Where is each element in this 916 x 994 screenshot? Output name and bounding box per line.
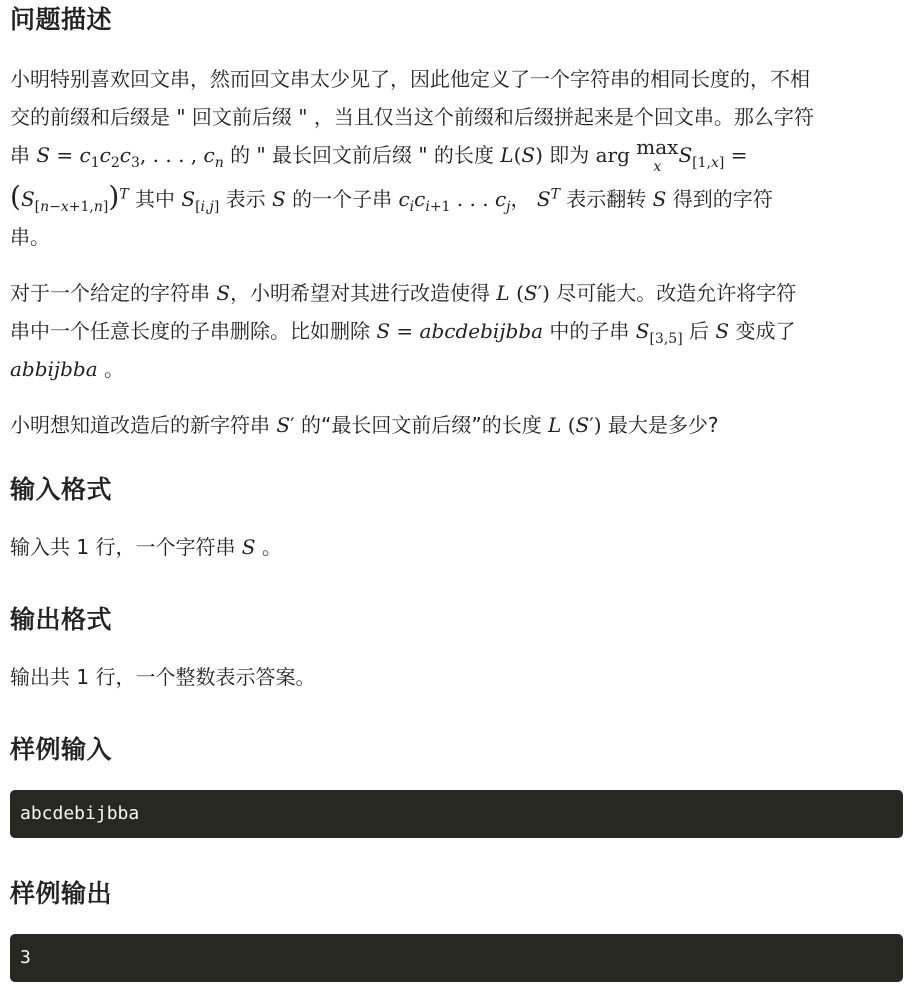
description-paragraph-2: 对于一个给定的字符串 S，小明希望对其进行改造使得 L (S′) 尽可能大。改造允许将字符 串中一个任意长度的子串删除。比如删除 S = abcdebijbba 中的子串 $S_{[3,5]}$ 后 S 变成了 abbijbba 。 [10, 281, 797, 381]
sample-input-code-block[interactable]: abcdebijbba [10, 790, 903, 838]
description-paragraph-1: 小明特别喜欢回文串，然而回文串太少见了，因此他定义了一个字符串的相同长度的，不相 交的前缀和后缀是 " 回文前后缀 " ，当且仅当这个前缀和后缀拼起来是个回文串。那么字符 串 $S = c_1c_2c_3$, . . . , $c_n$ 的 " 最长回文前后缀 " 的长度 L(S) 即为 arg max x $S_{[1,x]}$ = $(S_{[n-x+1,n]})^T$ 其中 $S_{[i,j]}$ 表示 S 的一个子串 $c_ic_{i+1}$ . . . $c_j$， $S^T$ 表示翻转 S 得到的字符 串。 [10, 67, 814, 249]
input-format-text: 输入共 1 行，一个字符串 S 。 [10, 535, 282, 559]
sample-output-code-block[interactable]: 3 [10, 934, 903, 982]
section-title-input: 输入格式 [10, 475, 113, 504]
section-title-output: 输出格式 [10, 605, 113, 634]
output-format-text: 输出共 1 行，一个整数表示答案。 [10, 665, 316, 689]
section-title-sample-input: 样例输入 [10, 735, 113, 764]
section-title-description: 问题描述 [10, 5, 113, 34]
section-title-sample-output: 样例输出 [10, 879, 113, 908]
description-paragraph-3: 小明想知道改造后的新字符串 S′ 的“最长回文前后缀”的长度 L (S′) 最大是多少? [10, 413, 719, 437]
